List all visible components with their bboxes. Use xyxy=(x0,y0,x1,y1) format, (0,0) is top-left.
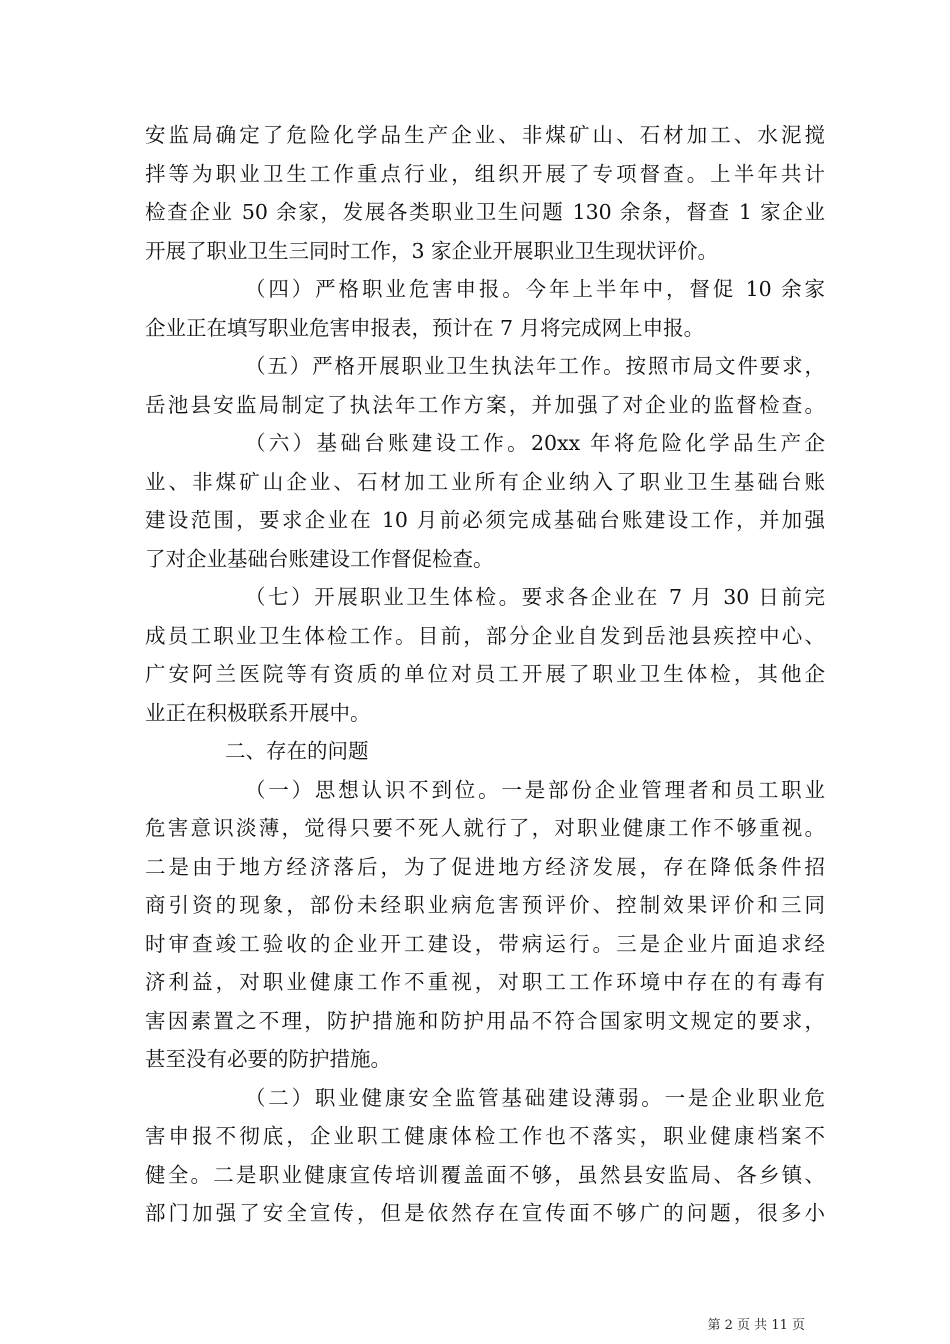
text-line: 安监局确定了危险化学品生产企业、非煤矿山、石材加工、水泥搅 xyxy=(145,123,825,147)
text-line: 甚至没有必要的防护措施。 xyxy=(145,1047,391,1071)
problem-1-start: （一）思想认识不到位。一是部份企业管理者和员工职业 xyxy=(245,777,825,802)
text-line: 商引资的现象，部份未经职业病危害预评价、控制效果评价和三同 xyxy=(145,893,825,917)
text-line: 健全。二是职业健康宣传培训覆盖面不够，虽然县安监局、各乡镇、 xyxy=(145,1162,825,1187)
text-line: 岳池县安监局制定了执法年工作方案，并加强了对企业的监督检查。 xyxy=(145,392,825,417)
problem-2-start: （二）职业健康安全监管基础建设薄弱。一是企业职业危 xyxy=(245,1085,825,1110)
section-heading: 二、存在的问题 xyxy=(225,739,369,763)
paragraph-6-start: （六）基础台账建设工作。20xx 年将危险化学品生产企 xyxy=(245,431,825,455)
text-line: 检查企业 50 余家，发展各类职业卫生问题 130 余条，督查 1 家企业 xyxy=(145,200,825,224)
text-line: 济利益，对职业健康工作不重视，对职工工作环境中存在的有毒有 xyxy=(145,970,825,994)
text-line: 时审查竣工验收的企业开工建设，带病运行。三是企业片面追求经 xyxy=(145,931,825,956)
paragraph-5-start: （五）严格开展职业卫生执法年工作。按照市局文件要求， xyxy=(245,354,825,378)
text-line: 开展了职业卫生三同时工作，3 家企业开展职业卫生现状评价。 xyxy=(145,238,719,263)
text-line: 建设范围，要求企业在 10 月前必须完成基础台账建设工作，并加强 xyxy=(145,508,825,532)
text-line: 二是由于地方经济落后，为了促进地方经济发展，存在降低条件招 xyxy=(145,854,825,879)
text-line: 企业正在填写职业危害申报表，预计在 7 月将完成网上申报。 xyxy=(145,315,705,340)
text-line: 成员工职业卫生体检工作。目前，部分企业自发到岳池县疾控中心、 xyxy=(145,623,825,648)
document-body xyxy=(145,116,825,1233)
paragraph-4-start: （四）严格职业危害申报。今年上半年中，督促 10 余家 xyxy=(245,277,825,301)
text-line: 业、非煤矿山企业、石材加工业所有企业纳入了职业卫生基础台账 xyxy=(145,469,825,494)
text-line: 害因素置之不理，防护措施和防护用品不符合国家明文规定的要求， xyxy=(145,1008,825,1033)
text-line: 拌等为职业卫生工作重点行业，组织开展了专项督查。上半年共计 xyxy=(145,161,825,186)
text-line: 危害意识淡薄，觉得只要不死人就行了，对职业健康工作不够重视。 xyxy=(145,816,825,840)
page-number: 第 2 页 共 11 页 xyxy=(707,1318,805,1333)
text-line: 害申报不彻底，企业职工健康体检工作也不落实，职业健康档案不 xyxy=(145,1124,825,1148)
text-line: 了对企业基础台账建设工作督促检查。 xyxy=(145,546,494,571)
paragraph-7-start: （七）开展职业卫生体检。要求各企业在 7 月 30 日前完 xyxy=(245,585,825,609)
text-line: 业正在积极联系开展中。 xyxy=(145,700,371,725)
text-line: 部门加强了安全宣传，但是依然存在宣传面不够广的问题，很多小 xyxy=(145,1201,825,1225)
text-line: 广安阿兰医院等有资质的单位对员工开展了职业卫生体检，其他企 xyxy=(145,662,825,686)
